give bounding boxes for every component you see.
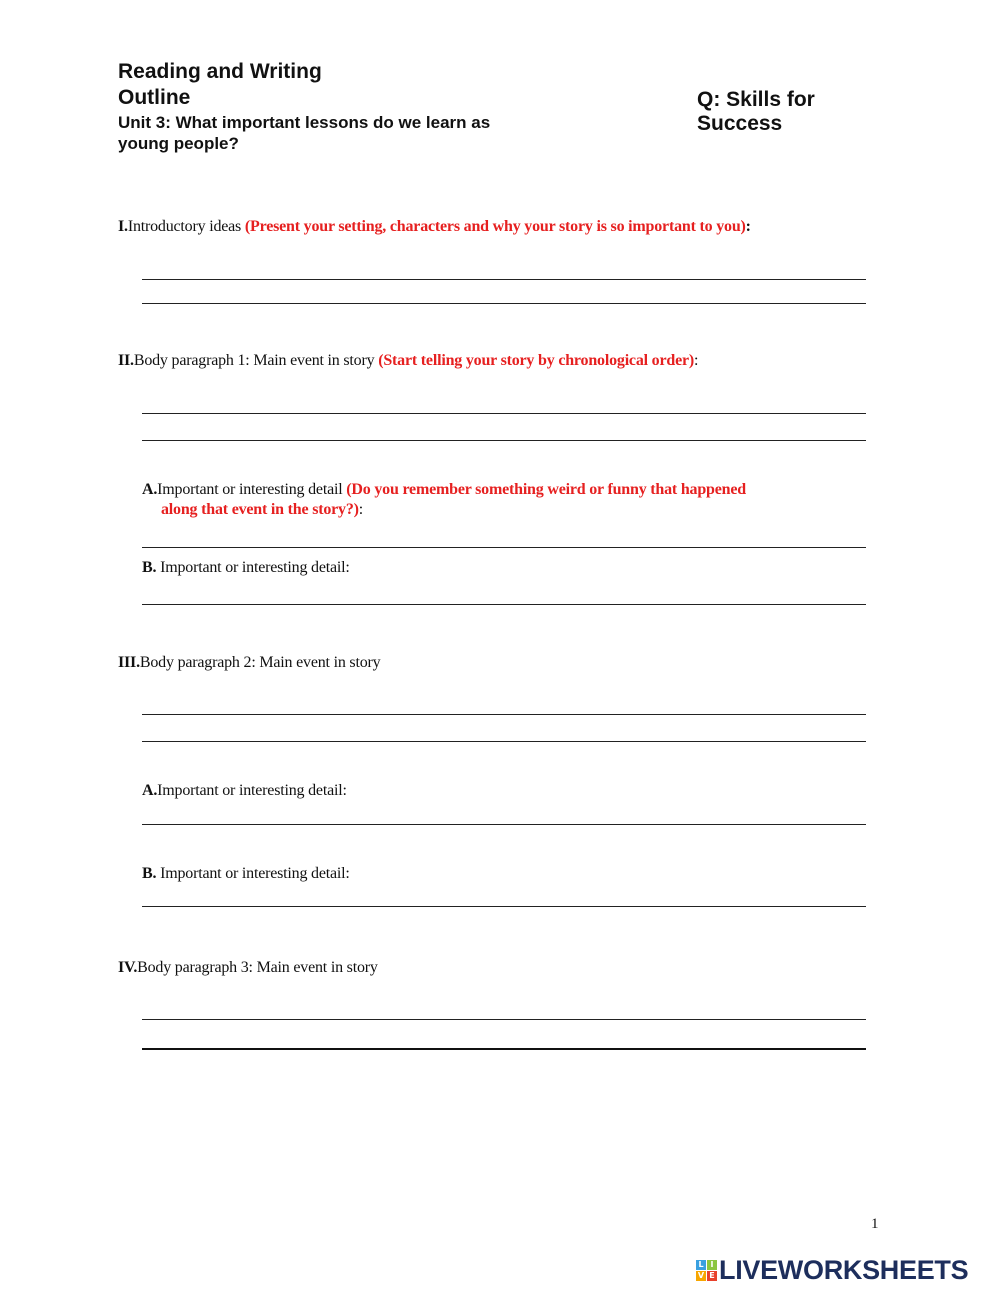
logo-block: V [697, 1270, 705, 1280]
detail-letter: B. [142, 559, 157, 576]
answer-line-iii-b[interactable] [142, 906, 866, 907]
answer-line-i-1[interactable] [142, 279, 866, 280]
detail-label: Important or interesting detail: [160, 559, 350, 576]
answer-line-iii-2[interactable] [142, 741, 866, 742]
unit-question [118, 112, 490, 154]
section-numeral: III. [118, 654, 140, 671]
detail-ii-b [142, 558, 350, 578]
unit-line-2: young people? [118, 134, 239, 153]
section-iii-heading [118, 653, 380, 673]
liveworksheets-logo-icon [696, 1260, 717, 1281]
detail-label: Important or interesting detail [157, 481, 347, 498]
answer-line-ii-b[interactable] [142, 604, 866, 605]
page-number: 1 [871, 1216, 879, 1232]
detail-ii-a [142, 480, 746, 500]
detail-label: Important or interesting detail: [160, 865, 350, 882]
section-numeral: IV. [118, 959, 138, 976]
logo-block: E [707, 1271, 717, 1281]
book-brand [697, 88, 815, 136]
answer-line-ii-a[interactable] [142, 547, 866, 548]
section-numeral: I. [118, 218, 128, 235]
detail-label: Important or interesting detail: [157, 782, 347, 799]
answer-line-iii-a[interactable] [142, 824, 866, 825]
section-instruction: (Present your setting, characters and why your story is so important to you) [244, 218, 746, 235]
section-label: Body paragraph 1: Main event in story [133, 352, 379, 369]
title-line-2: Outline [118, 86, 191, 109]
logo-block: L [696, 1260, 706, 1270]
answer-line-iii-1[interactable] [142, 714, 866, 715]
brand-line-1: Q: Skills for [697, 88, 815, 111]
section-label: Body paragraph 2: Main event in story [139, 654, 381, 671]
section-i-heading [118, 217, 751, 237]
detail-instruction-line-2: along that event in the story?) [161, 501, 359, 518]
worksheet-title [118, 59, 322, 111]
section-suffix: : [694, 352, 699, 369]
unit-line-1: Unit 3: What important lessons do we learn as [118, 113, 491, 132]
brand-line-2: Success [697, 112, 783, 135]
detail-iii-b [142, 864, 350, 884]
liveworksheets-wordmark: LIVEWORKSHEETS [719, 1254, 969, 1285]
section-label: Introductory ideas [127, 218, 245, 235]
section-iv-heading [118, 958, 378, 978]
detail-letter: A. [142, 481, 158, 498]
section-label: Body paragraph 3: Main event in story [137, 959, 378, 976]
liveworksheets-watermark [696, 1255, 968, 1285]
logo-block: I [707, 1260, 717, 1270]
answer-line-ii-1[interactable] [142, 413, 866, 414]
detail-ii-a-continued [161, 500, 363, 520]
detail-letter: A. [142, 782, 158, 799]
section-instruction: (Start telling your story by chronological order) [378, 352, 695, 369]
answer-line-iv-2[interactable] [142, 1048, 866, 1050]
detail-suffix: : [358, 501, 364, 518]
detail-letter: B. [142, 865, 157, 882]
detail-instruction-line-1: (Do you remember something weird or funny that happened [346, 481, 746, 498]
answer-line-i-2[interactable] [142, 303, 866, 304]
answer-line-ii-2[interactable] [142, 440, 866, 441]
section-suffix: : [745, 218, 751, 235]
section-ii-heading [118, 351, 698, 371]
detail-iii-a [142, 781, 347, 801]
section-numeral: II. [118, 352, 134, 369]
title-line-1: Reading and Writing [118, 60, 322, 83]
answer-line-iv-1[interactable] [142, 1019, 866, 1020]
